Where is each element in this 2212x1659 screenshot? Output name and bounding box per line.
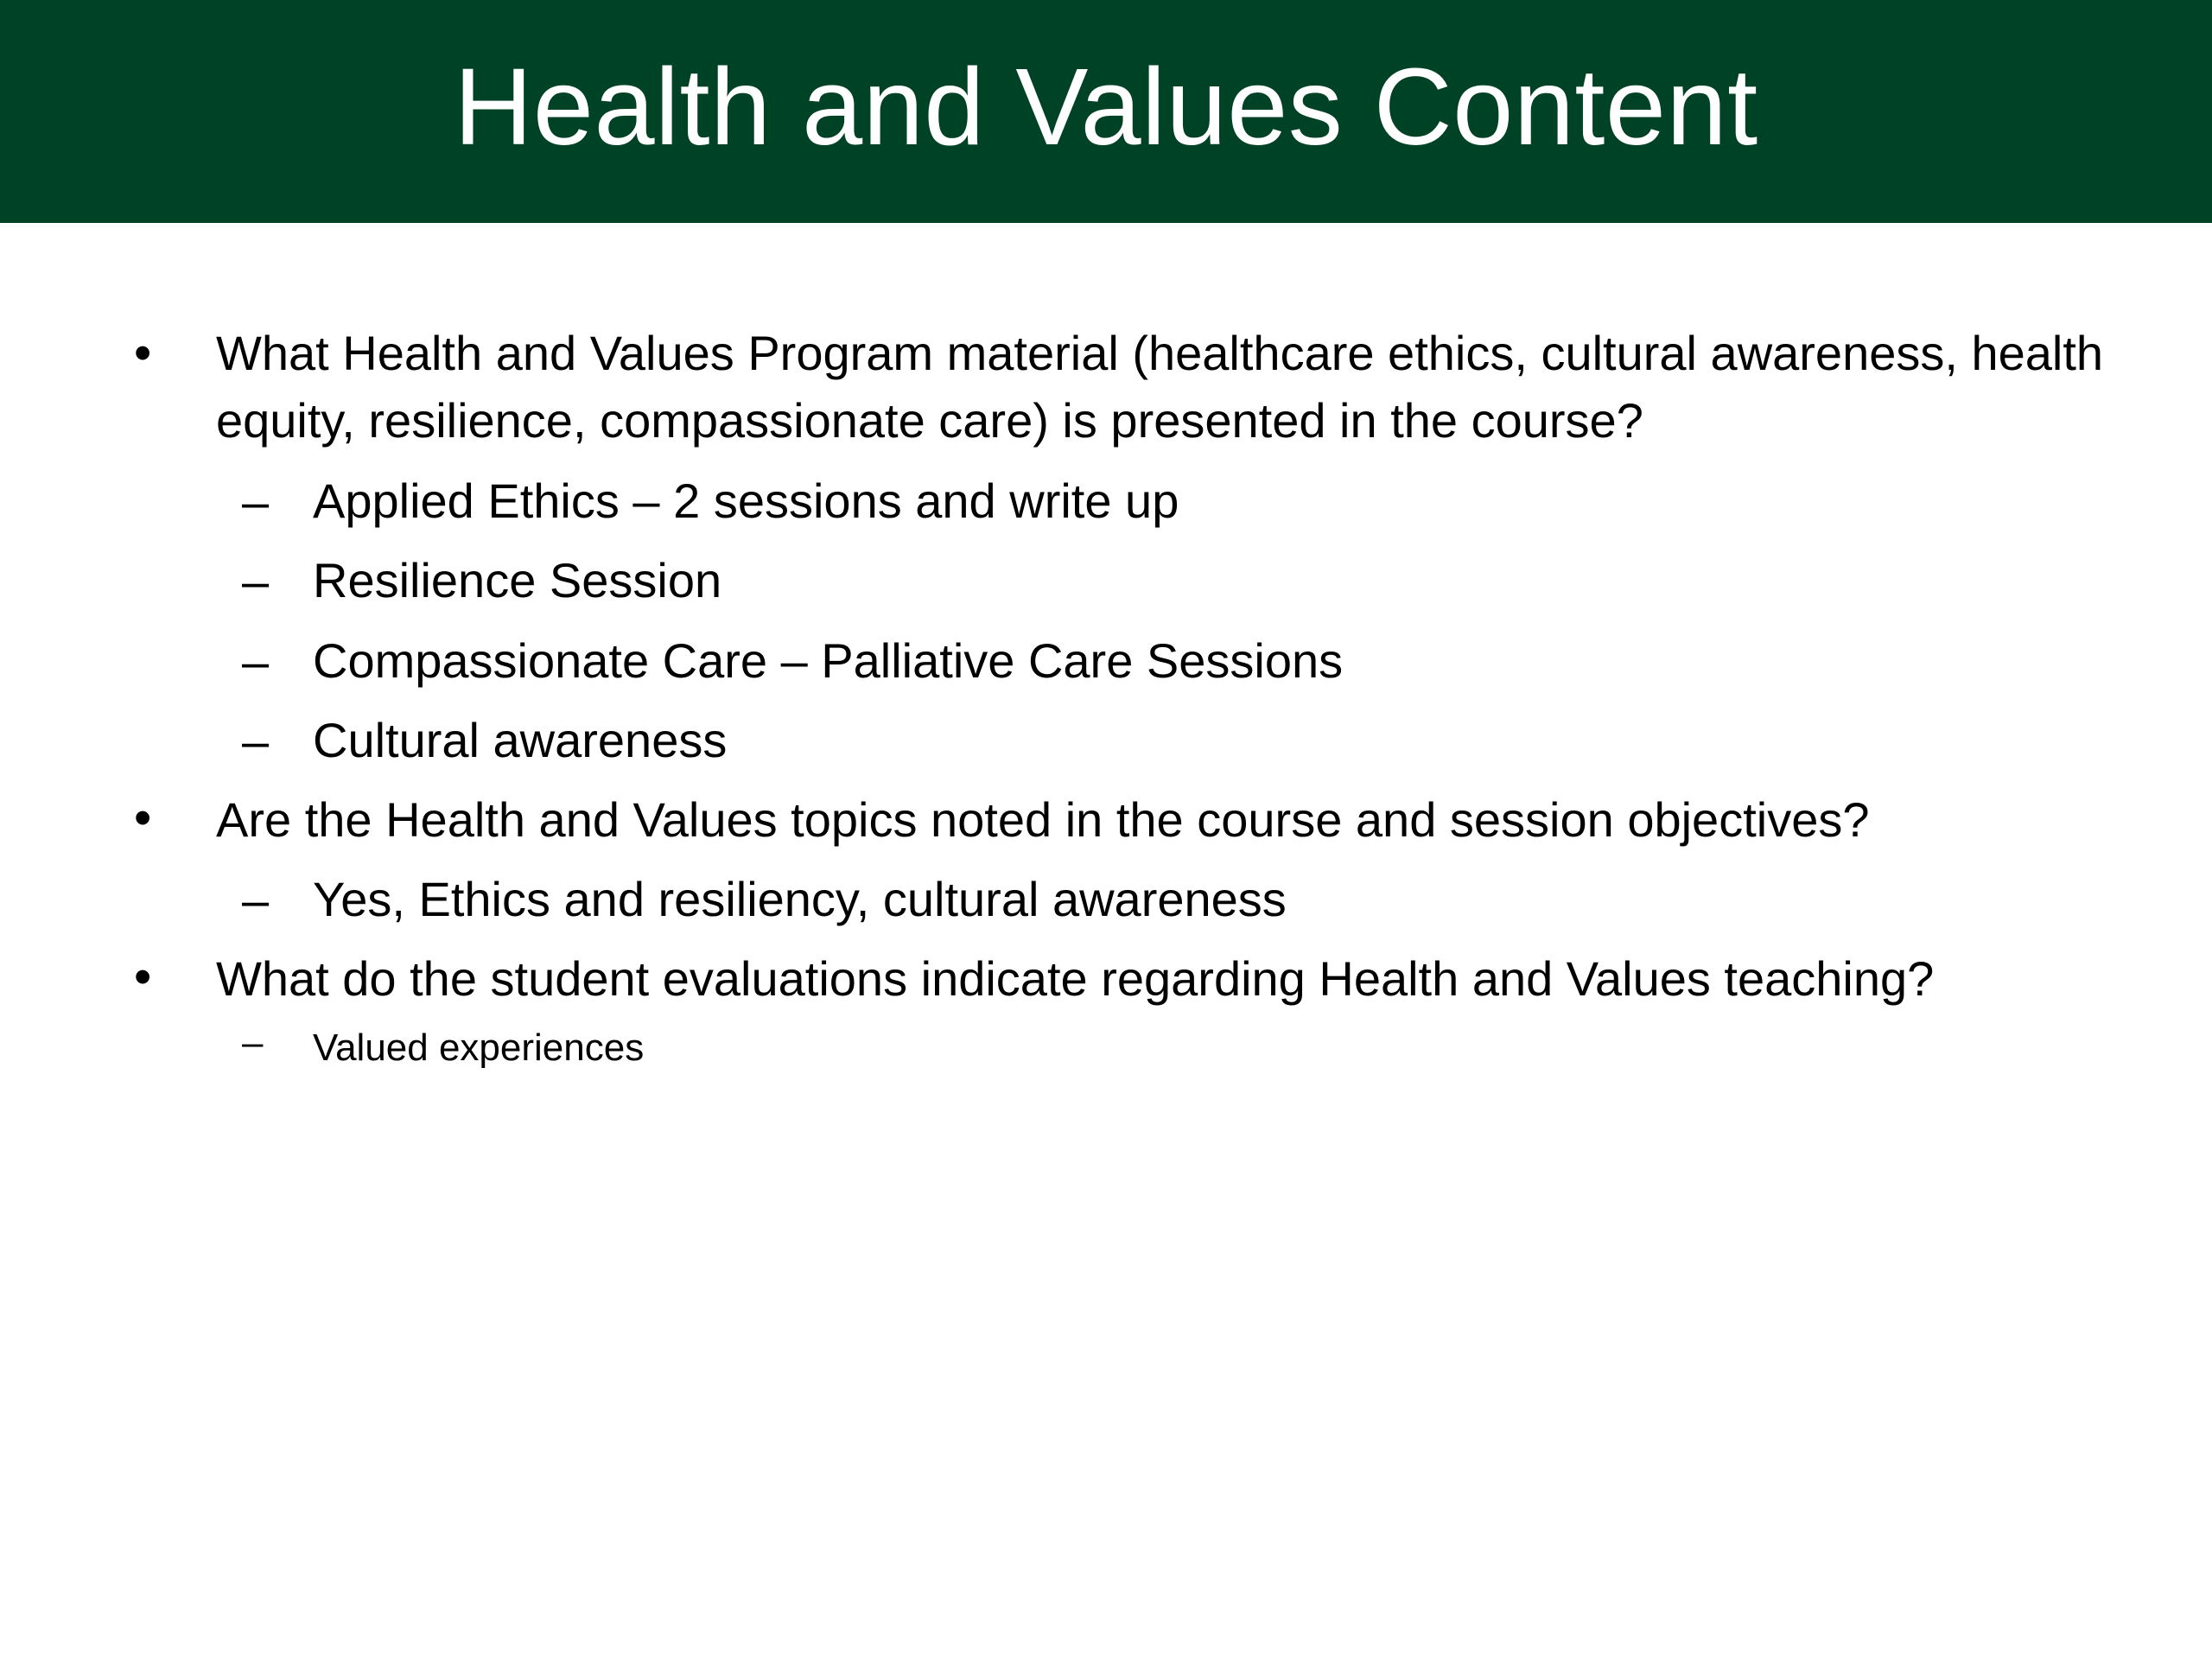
sub-item-3-1: Valued experiences — [313, 1027, 645, 1069]
sub-item-1-1: Applied Ethics – 2 sessions and write up — [313, 474, 1179, 528]
slide-title: Health and Values Content — [454, 46, 1758, 168]
bullet-point: • — [134, 949, 152, 1005]
sub-item-2-1: Yes, Ethics and resiliency, cultural awareness — [313, 872, 1287, 926]
bullet-point: • — [134, 325, 152, 381]
sub-bullet-dash: – — [242, 714, 270, 768]
sub-bullet-dash: – — [242, 474, 270, 529]
sub-bullet-dash: – — [242, 634, 270, 689]
bullet-item-2: Are the Health and Values topics noted in the course and session objectives? — [216, 792, 1870, 847]
sub-item-1-2: Resilience Session — [313, 553, 722, 607]
bullet-item-3: What do the student evaluations indicate regarding Health and Values teaching? — [216, 951, 1935, 1006]
sub-bullet-dash: – — [242, 554, 270, 608]
sub-bullet-dash: – — [242, 873, 270, 927]
sub-item-1-3: Compassionate Care – Palliative Care Sessions — [313, 633, 1344, 688]
sub-item-1-4: Cultural awareness — [313, 713, 728, 767]
bullet-point: • — [134, 790, 152, 846]
bullet-item-1: What Health and Values Program material (healthcare ethics, cultural awareness, health equity, resilience, compassionate care) is presented in the course? — [216, 326, 2104, 448]
sub-bullet-dash: – — [242, 1021, 264, 1064]
